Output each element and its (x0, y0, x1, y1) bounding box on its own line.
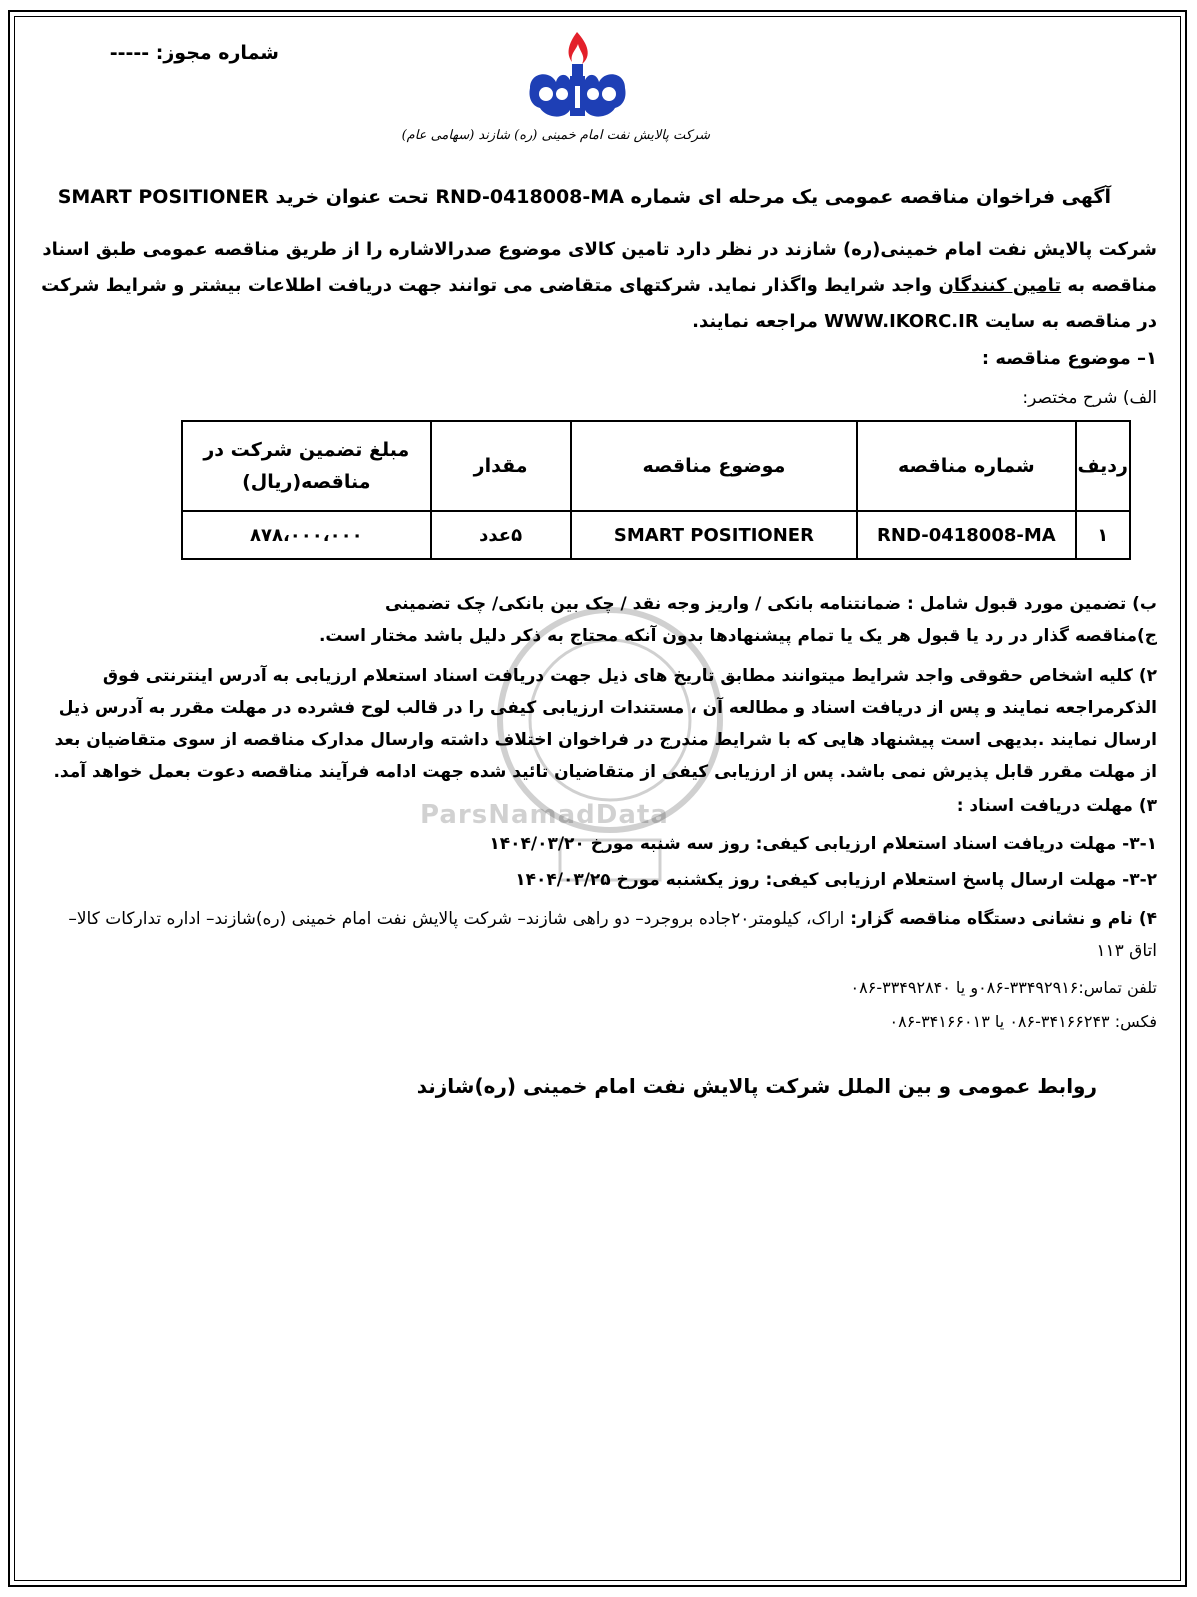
table-header-row (182, 421, 1130, 511)
col-row: ردیف (1076, 421, 1130, 511)
section-3-1: ۳-۱- مهلت دریافت اسناد استعلام ارزیابی کیفی: روز سه شنبه مورخ ۱۴۰۴/۰۳/۲۰ (489, 834, 1157, 854)
phone-numbers: تلفن تماس:۳۳۴۹۲۹۱۶-۰۸۶و یا ۳۳۴۹۲۸۴۰-۰۸۶ (850, 978, 1157, 997)
notice-title: آگهی فراخوان مناقصه عمومی یک مرحله ای شماره RND-0418008-MA تحت عنوان خرید SMART POSITIONER (57, 186, 1111, 208)
company-script-name: شرکت پالایش نفت امام خمینی (ره) شازند (سهامی عام) (401, 128, 710, 143)
col-guarantee: مبلغ تضمین شرکت در مناقصه(ریال) (182, 421, 431, 511)
col-number: شماره مناقصه (857, 421, 1075, 511)
intro-text-2: واجد شرایط واگذار نماید. شرکتهای متقاضی می توانند جهت دریافت اطلاعات بیشتر و شرایط شرکت در مناقصه به سایت WWW.IKORC.IR مراجعه نمایند. (41, 275, 1157, 332)
clause-b: ب) تضمین مورد قبول شامل : ضمانتنامه بانکی / واریز وجه نقد / چک بین بانکی/ چک تضمینی (384, 594, 1157, 614)
table-row (182, 511, 1130, 559)
col-subject: موضوع مناقصه (571, 421, 858, 511)
watermark-text: ParsNamadData (420, 800, 669, 830)
section-4 (37, 903, 1157, 967)
intro-text-1: شرکت پالایش نفت امام خمینی(ره) شازند در نظر دارد تامین کالای موضوع صدرالاشاره را از طریق مناقصه عمومی طبق اسناد مناقصه به (42, 239, 1157, 296)
clause-j: ج)مناقصه گذار در رد یا قبول هر یک یا تمام پیشنهادها بدون آنکه محتاج به ذکر دلیل باشد مختار است. (318, 626, 1157, 646)
cell-row: ۱ (1076, 511, 1130, 559)
section-3-2: ۳-۲- مهلت ارسال پاسخ استعلام ارزیابی کیفی: روز یکشنبه مورخ ۱۴۰۴/۰۳/۲۵ (515, 870, 1157, 890)
col-qty: مقدار (431, 421, 571, 511)
cell-guarantee: ۸۷۸،۰۰۰،۰۰۰ (182, 511, 431, 559)
footer-signature: روابط عمومی و بین الملل شرکت پالایش نفت امام خمینی (ره)شازند (416, 1074, 1097, 1098)
intro-paragraph (37, 232, 1157, 340)
cell-subject: SMART POSITIONER (571, 511, 858, 559)
section-4-address: اراک، کیلومتر۲۰جاده بروجرد– دو راهی شازند– شرکت پالایش نفت امام خمینی (ره)شازند– اداره تدارکات کالا– اتاق ۱۱۳ (68, 909, 1157, 961)
section-1-sub: الف) شرح مختصر: (1022, 388, 1157, 408)
section-4-label: ۴) نام و نشانی دستگاه مناقصه گزار: (850, 909, 1157, 929)
fax-numbers: فکس: ۳۴۱۶۶۲۴۳-۰۸۶ یا ۳۴۱۶۶۰۱۳-۰۸۶ (889, 1012, 1157, 1031)
section-2: ۲) کلیه اشخاص حقوقی واجد شرایط میتوانند مطابق تاریخ های ذیل جهت دریافت اسناد استعلام ارزیابی به آدرس اینترنتی فوق الذکرمراجعه نمایند و پس از دریافت اسناد و مطالعه آن ، مستندات ارزیابی کیفی را در قالب لوح فشرده در مهلت مقرر به آدرس ذیل ارسال نمایند .بدیهی است پیشنهاد هایی که با شرایط مندرج در فراخوان اختلاف داشته وارسال مدارک مناقصه از سوی متقاضیان بعد از مهلت مقرر قابل پذیرش نمی باشد. پس از ارزیابی کیفی از متقاضیان تائید شده جهت ادامه فرآیند مناقصه دعوت بعمل خواهد آمد. (53, 666, 1157, 782)
cell-number: RND-0418008-MA (857, 511, 1075, 559)
intro-underlined: تامین کنندگان (938, 275, 1062, 296)
cell-qty: ۵عدد (431, 511, 571, 559)
section-3-heading: ۳) مهلت دریافت اسناد : (956, 796, 1157, 816)
tender-table (181, 420, 1131, 560)
section-1-heading: ۱– موضوع مناقصه : (981, 348, 1157, 369)
permit-number: شماره مجوز: ----- (109, 42, 279, 64)
nioc-logo (520, 28, 635, 128)
